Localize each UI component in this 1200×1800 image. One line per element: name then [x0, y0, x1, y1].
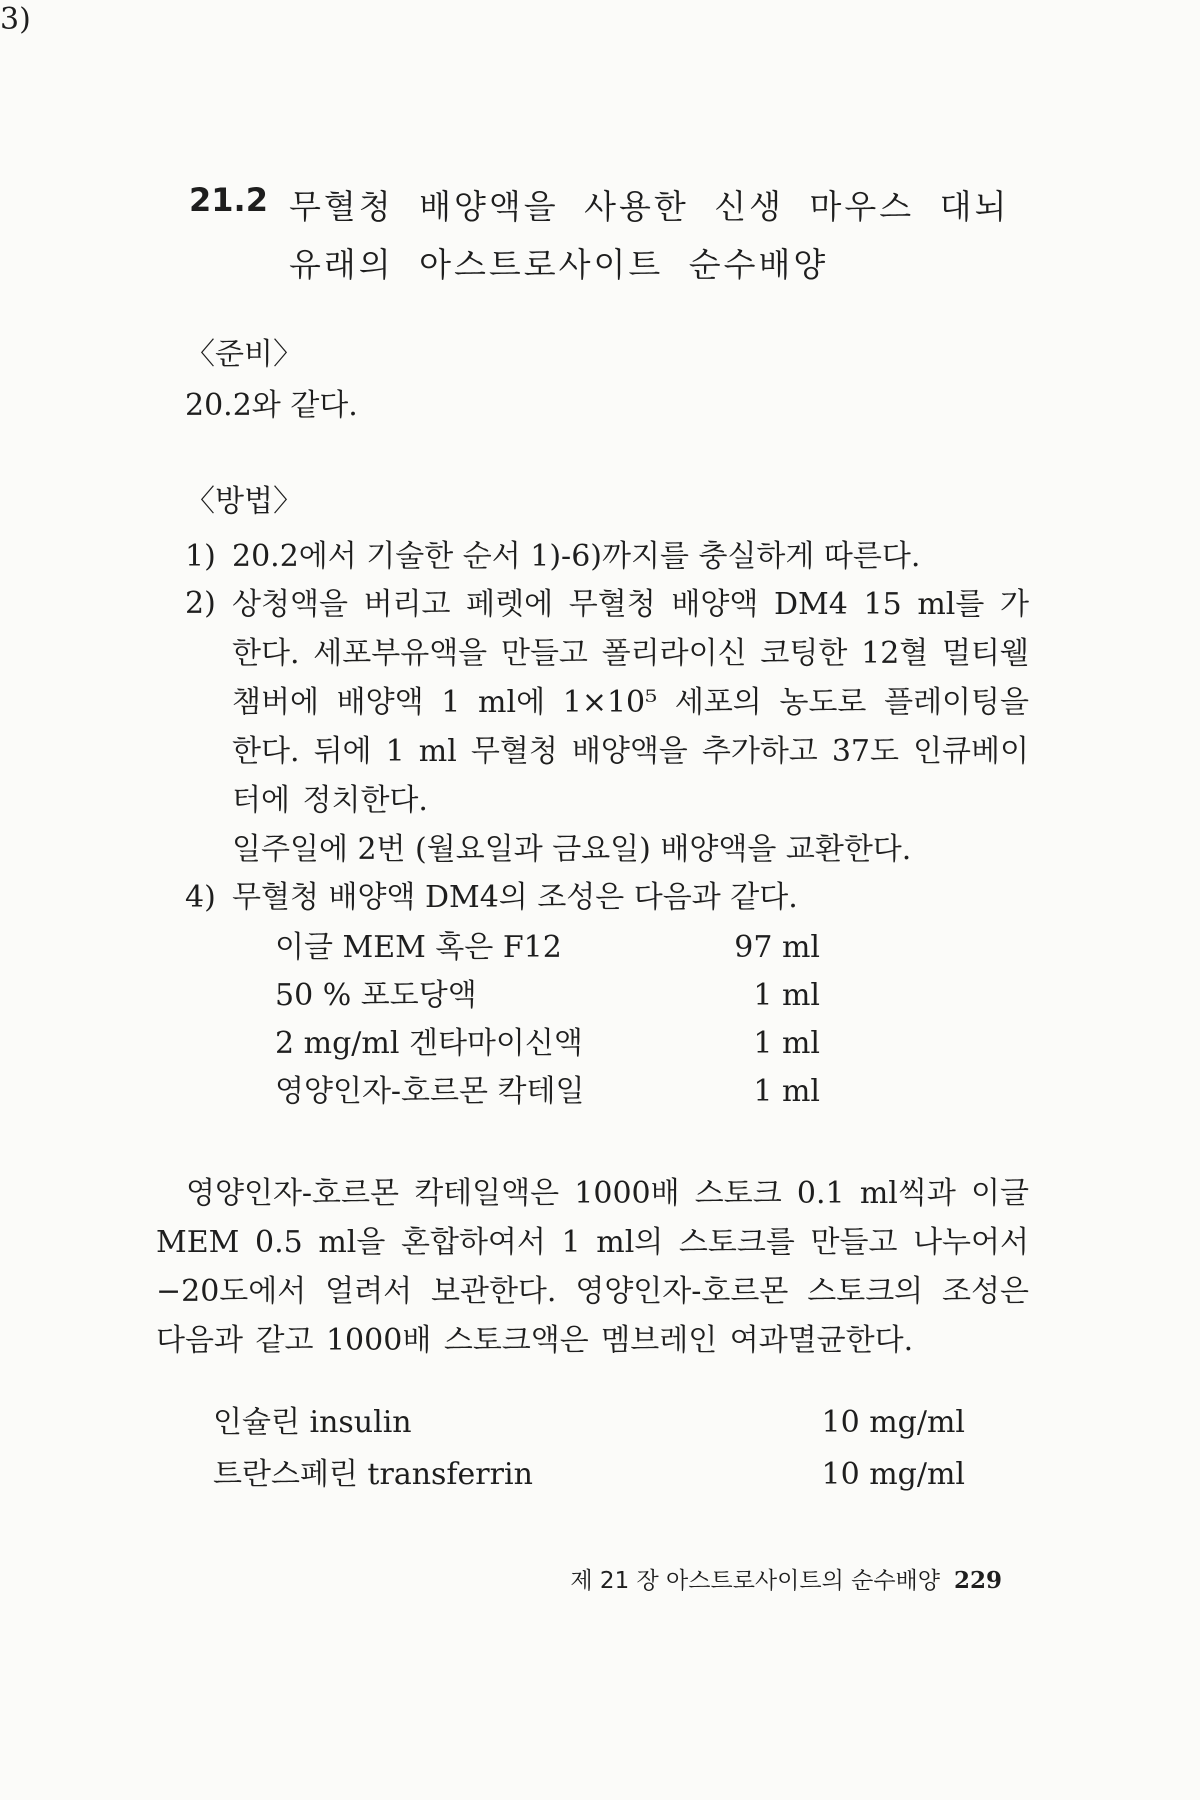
- composition-value: 1 ml: [753, 1026, 820, 1061]
- stock-row: [213, 1398, 965, 1448]
- preparation-text: 20.2와 같다.: [185, 388, 358, 423]
- footer-chapter: 제 21 장 아스트로사이트의 순수배양: [570, 1568, 940, 1594]
- step-number: 3): [0, 2, 31, 37]
- step-number: 1): [185, 539, 216, 574]
- step-number: 4): [185, 880, 216, 915]
- section-title: 무혈청 배양액을 사용한 신생 마우스 대뇌 유래의 아스트로사이트 순수배양: [289, 187, 1010, 284]
- stock-name: 인슐린 insulin: [213, 1405, 412, 1440]
- composition-value: 1 ml: [753, 1074, 820, 1109]
- step-text: 상청액을 버리고 페렛에 무혈청 배양액 DM4 15 ml를 가한다. 세포부유액을 만들고 폴리라이신 코팅한 12혈 멀티웰 챔버에 배양액 1 ml에 1×10⁵ 세포의 농도로 플레이팅을 한다. 뒤에 1 ml 무혈청 배양액을 추가하고 37도 인큐베이터에 정치한다.: [232, 587, 1029, 818]
- stock-name: 트란스페린 transferrin: [213, 1457, 533, 1492]
- composition-name: 2 mg/ml 겐타마이신액: [275, 1026, 583, 1061]
- composition-value: 97 ml: [734, 930, 820, 965]
- running-footer: [570, 1565, 1002, 1597]
- step-text: 무혈청 배양액 DM4의 조성은 다음과 같다.: [232, 880, 798, 915]
- stock-value: 10 mg/ml: [821, 1457, 965, 1492]
- step-number: 2): [185, 586, 216, 621]
- composition-name: 50 % 포도당액: [275, 978, 477, 1013]
- composition-row: [275, 925, 820, 971]
- composition-name: 영양인자-호르몬 칵테일: [275, 1074, 585, 1109]
- composition-row: [275, 1021, 820, 1067]
- stock-paragraph: 영양인자-호르몬 칵테일액은 1000배 스토크 0.1 ml씩과 이글 MEM 0.5 ml을 혼합하여서 1 ml의 스토크를 만들고 나누어서 −20도에서 얼려서 보관한다. 영양인자-호르몬 스토크의 조성은 다음과 같고 1000배 스토크액은 멤브레인 여과멸균한다.: [156, 1176, 1029, 1358]
- stock-value: 10 mg/ml: [821, 1405, 965, 1440]
- section-number: 21.2: [189, 181, 268, 219]
- composition-row: [275, 1069, 820, 1115]
- page-number: 229: [953, 1567, 1002, 1594]
- composition-row: [275, 973, 820, 1019]
- step-text: 20.2에서 기술한 순서 1)-6)까지를 충실하게 따른다.: [232, 539, 921, 574]
- stock-row: [213, 1450, 965, 1500]
- method-heading: 〈방법〉: [185, 484, 303, 519]
- step-text: 일주일에 2번 (월요일과 금요일) 배양액을 교환한다.: [232, 832, 912, 867]
- composition-value: 1 ml: [753, 978, 820, 1013]
- composition-name: 이글 MEM 혹은 F12: [275, 930, 562, 965]
- preparation-heading: 〈준비〉: [185, 337, 303, 372]
